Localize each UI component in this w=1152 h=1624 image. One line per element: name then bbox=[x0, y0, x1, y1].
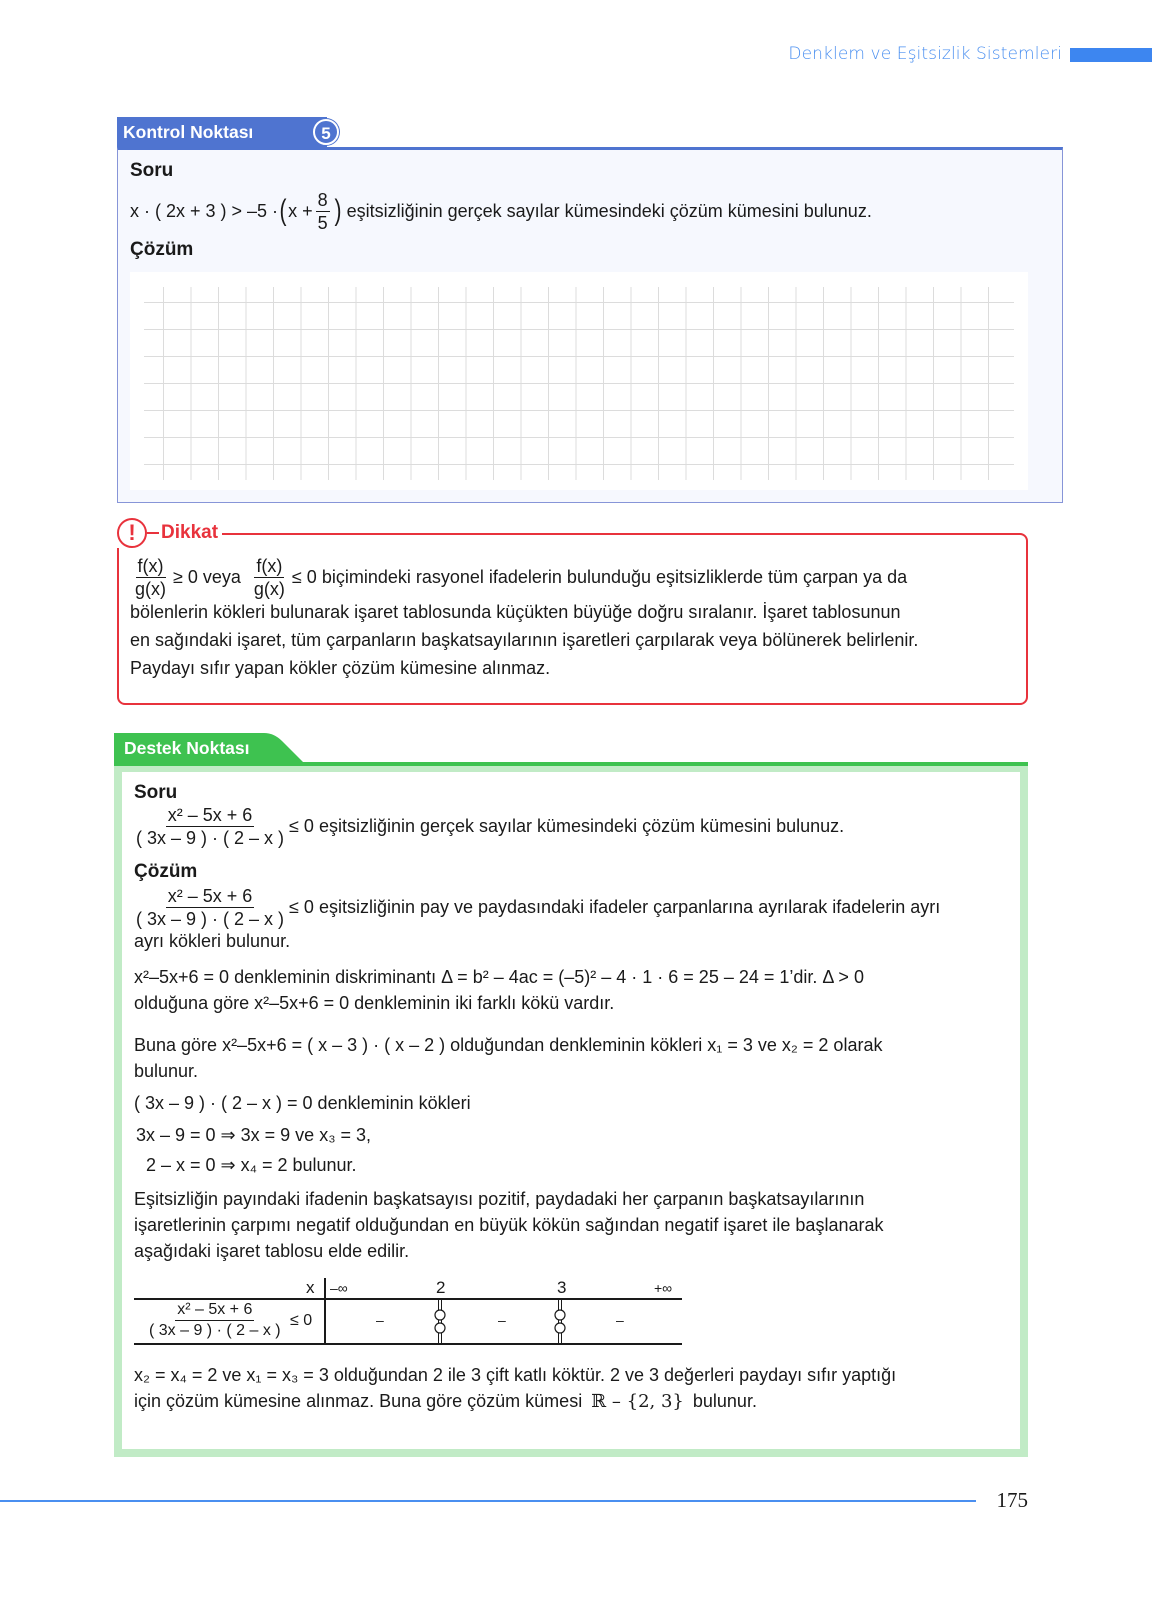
step-3-line-2: bulunur. bbox=[134, 1061, 199, 1081]
row-expression: $\frac{\text{x² – 5x + 6}}{( 3x - 9 ) \cdot ( 2 - x )}$ bbox=[149, 1301, 281, 1339]
exclamation-icon: ! bbox=[117, 518, 147, 548]
header-dash bbox=[147, 532, 159, 535]
neg-infinity: –∞ bbox=[330, 1280, 348, 1296]
root-2: 2 bbox=[436, 1278, 446, 1297]
dikkat-body bbox=[130, 556, 1020, 682]
step-5: 3x – 9 = 0 ⇒ 3x = 9 ve x₃ = 3, bbox=[136, 1125, 372, 1145]
header-accent-bar bbox=[1070, 48, 1152, 62]
step-3-line-1: Buna göre x²–5x+6 = ( x – 3 ) · ( x – 2 ) olduğundan denkleminin kökleri x₁ = 3 ve x₂ = 2 olarak bbox=[134, 1035, 883, 1055]
dikkat-line-2: bölenlerin kökleri bulunarak işaret tablosunda küçükten büyüğe doğru sıralanır. İşaret tablosunun bbox=[130, 602, 901, 622]
step-7-line-1: Eşitsizliğin payındaki ifadenin başkatsayısı pozitif, paydadaki her çarpanın başkatsayılarının bbox=[134, 1189, 865, 1209]
running-header bbox=[788, 42, 1152, 66]
dikkat-box bbox=[117, 516, 1028, 706]
chapter-title: Denklem ve Eşitsizlik Sistemleri bbox=[788, 44, 1062, 64]
step-2-line-1: x²–5x+6 = 0 denkleminin diskriminantı Δ = b² – 4ac = (–5)² – 4 · 1 · 6 = 25 – 24 = 1’dir. Δ > 0 bbox=[134, 967, 864, 987]
step-4: ( 3x – 9 ) · ( 2 – x ) = 0 denkleminin kökleri bbox=[134, 1093, 471, 1113]
sign-interval-2: – bbox=[498, 1312, 506, 1328]
dikkat-line-3: en sağındaki işaret, tüm çarpanların başkatsayılarının işaretleri çarpılarak veya bölünerek belirlenir. bbox=[130, 630, 919, 650]
kontrol-body bbox=[117, 147, 1063, 503]
footer-rule bbox=[0, 1500, 976, 1502]
rational-fraction: $\frac{\text{x² – 5x + 6}}{( 3x - 9 ) \cdot ( 2 - x )}$ bbox=[136, 805, 285, 848]
destek-frame bbox=[114, 766, 1028, 1457]
sign-interval-3: – bbox=[616, 1312, 624, 1328]
root-3: 3 bbox=[557, 1278, 567, 1297]
kontrol-question bbox=[130, 188, 872, 234]
excluded-root-marker-3 bbox=[552, 1298, 568, 1344]
dikkat-line-4: Paydayı sıfır yapan kökler çözüm kümesine alınmaz. bbox=[130, 658, 551, 678]
rational-fraction: $\frac{\text{x² – 5x + 6}}{( 3x - 9 ) \cdot ( 2 - x )}$ bbox=[136, 886, 285, 929]
answer-grid-area[interactable] bbox=[130, 272, 1028, 490]
kontrol-tab bbox=[117, 117, 1063, 147]
dikkat-line-1: $\frac{f(x)}{g(x)}$ ≥ 0 veya $\frac{f(x)}{g(x)}$ ≤ 0 biçimindeki rasyonel ifadelerin bulunduğu eşitsizliklerde tüm çarpan ya da bbox=[135, 555, 908, 599]
kontrol-number-badge: 5 bbox=[313, 119, 339, 145]
sign-table bbox=[134, 1278, 682, 1348]
conclusion-line-1: x₂ = x₄ = 2 ve x₁ = x₃ = 3 olduğundan 2 ile 3 çift katlı köktür. 2 ve 3 değerleri paydayı sıfır yaptığı bbox=[134, 1365, 897, 1385]
destek-question bbox=[134, 806, 1014, 847]
open-paren: ( bbox=[279, 194, 287, 227]
soru-heading: Soru bbox=[130, 160, 174, 181]
sign-interval-1: – bbox=[376, 1312, 384, 1328]
dikkat-header bbox=[117, 518, 222, 548]
step-7-line-3: aşağıdaki işaret tablosu elde edilir. bbox=[134, 1241, 410, 1261]
step-1-cont: ayrı kökleri bulunur. bbox=[134, 931, 291, 951]
kontrol-noktasi-box bbox=[117, 117, 1063, 503]
destek-label: Destek Noktası bbox=[124, 738, 250, 758]
close-paren: ) bbox=[334, 194, 342, 227]
step-2-line-2: olduğuna göre x²–5x+6 = 0 denkleminin iki farklı kökü vardır. bbox=[134, 993, 615, 1013]
pos-infinity: +∞ bbox=[654, 1280, 673, 1296]
step-6: 2 – x = 0 ⇒ x₄ = 2 bulunur. bbox=[146, 1155, 357, 1175]
fraction-8-5: $\frac{8}{5}$ bbox=[317, 189, 328, 233]
destek-content bbox=[134, 782, 1014, 1415]
row-relation: ≤ 0 bbox=[290, 1312, 313, 1329]
question-text: eşitsizliğinin gerçek sayılar kümesindeki çözüm kümesini bulunuz. bbox=[346, 200, 872, 221]
step-1: $\frac{\text{x² – 5x + 6}}{( 3x - 9 ) \cdot ( 2 - x )}$ ≤ 0 eşitsizliğinin pay ve paydasındaki ifadeler çarpanlarına ayrılarak ifadelerin ayrı bbox=[136, 886, 941, 929]
solution-set: ℝ – {2, 3} bbox=[591, 1391, 684, 1412]
step-7-line-2: işaretlerinin çarpımı negatif olduğundan en büyük kökün sağından negatif işaret ile başlanarak bbox=[134, 1215, 884, 1235]
question-paren-prefix: x + bbox=[288, 200, 313, 221]
cozum-heading: Çözüm bbox=[130, 239, 194, 260]
soru-heading: Soru bbox=[134, 782, 178, 803]
sign-table-x-label: x bbox=[306, 1278, 315, 1297]
answer-grid bbox=[144, 287, 1014, 480]
question-lhs: x · ( 2x + 3 ) > –5 · bbox=[130, 200, 279, 221]
excluded-root-marker-2 bbox=[432, 1298, 448, 1344]
dikkat-label: Dikkat bbox=[161, 522, 219, 543]
destek-noktasi-box bbox=[114, 733, 1028, 1457]
fraction-f-over-g: $\frac{f(x)}{g(x)}$ bbox=[253, 555, 285, 599]
question-text: ≤ 0 eşitsizliğinin gerçek sayılar kümesindeki çözüm kümesini bulunuz. bbox=[289, 816, 845, 836]
conclusion-line-2: için çözüm kümesine alınmaz. Buna göre çözüm kümesi ℝ – {2, 3} bulunur. bbox=[134, 1391, 757, 1412]
fraction-f-over-g: $\frac{f(x)}{g(x)}$ bbox=[135, 555, 166, 599]
cozum-heading: Çözüm bbox=[134, 861, 198, 882]
page-number: 175 bbox=[996, 1488, 1028, 1512]
kontrol-label: Kontrol Noktası bbox=[117, 117, 327, 147]
